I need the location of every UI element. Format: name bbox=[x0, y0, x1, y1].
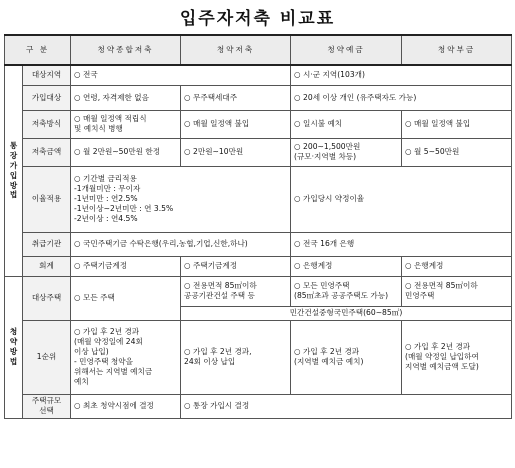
row-label: 이율적용 bbox=[23, 166, 71, 232]
row-label: 주택규모 선택 bbox=[23, 394, 71, 418]
row-label: 저축방식 bbox=[23, 110, 71, 138]
table-cell: ○ 국민주택기금 수탁은행(우리,농협,기업,신한,하나) bbox=[71, 232, 291, 256]
table-row bbox=[5, 320, 512, 394]
table-row bbox=[5, 166, 512, 232]
table-cell: ○ 전용면적 85㎡이하 공공기관건설 주택 등 bbox=[181, 276, 291, 306]
header-subscription-deposit: 청약예금 bbox=[291, 35, 402, 65]
table-row bbox=[5, 256, 512, 276]
group-label-subscription: 청약 방법 bbox=[5, 276, 23, 418]
row-label: 회계 bbox=[23, 256, 71, 276]
table-cell: ○ 모든 주택 bbox=[71, 276, 181, 320]
comparison-table bbox=[4, 34, 512, 419]
table-cell: ○ 무주택세대주 bbox=[181, 85, 291, 110]
row-label: 가입대상 bbox=[23, 85, 71, 110]
table-cell: ○ 200~1,500만원 (규모·지역별 차등) bbox=[291, 138, 402, 166]
table-cell: ○ 가입 후 2년 경과 (매월 약정일에 24회 이상 납입) - 민영주택 청약을 위해서는 지역별 예치금 예치 bbox=[71, 320, 181, 394]
table-cell: ○ 2만원~10만원 bbox=[181, 138, 291, 166]
table-cell: ○ 일시불 예치 bbox=[291, 110, 402, 138]
table-row bbox=[5, 85, 512, 110]
table-cell: ○ 기간별 금리적용 -1개월미만 : 무이자 -1년미만 : 연2.5% -1년이상~2년미만 : 연 3.5% -2년이상 : 연4.5% bbox=[71, 166, 291, 232]
page-title: 입주자저축 비교표 bbox=[179, 9, 336, 29]
table-row bbox=[5, 394, 512, 418]
table-cell: ○ 매월 일정액 불입 bbox=[181, 110, 291, 138]
table-cell: ○ 모든 민영주택 (85㎡초과 공공주택도 가능) bbox=[291, 276, 402, 306]
table-row bbox=[5, 110, 512, 138]
table-cell: ○ 매월 일정액 불입 bbox=[402, 110, 512, 138]
table-cell: ○ 전국 bbox=[71, 65, 291, 85]
table-cell: ○ 가입당시 약정이율 bbox=[291, 166, 512, 232]
table-cell: ○ 주택기금계정 bbox=[181, 256, 291, 276]
table-cell: ○ 가입 후 2년 경과 (매월 약정일 납입하여 지역별 예치금액 도달) bbox=[402, 320, 512, 394]
table-cell: ○ 월 2만원~50만원 한정 bbox=[71, 138, 181, 166]
header-category: 구 분 bbox=[5, 35, 71, 65]
row-label: 1순위 bbox=[23, 320, 71, 394]
header-subscription-installment: 청약부금 bbox=[402, 35, 512, 65]
table-cell: ○ 은행계정 bbox=[402, 256, 512, 276]
table-row bbox=[5, 138, 512, 166]
row-label: 저축금액 bbox=[23, 138, 71, 166]
table-cell: ○ 주택기금계정 bbox=[71, 256, 181, 276]
table-cell: ○ 전용면적 85㎡이하 민영주택 bbox=[402, 276, 512, 306]
table-cell: ○ 가입 후 2년 경과, 24회 이상 납입 bbox=[181, 320, 291, 394]
table-cell: ○ 은행계정 bbox=[291, 256, 402, 276]
table-cell: ○ 가입 후 2년 경과 (지역별 예치금 예치) bbox=[291, 320, 402, 394]
table-cell: ○ 시·군 지역(103개) bbox=[291, 65, 512, 85]
table-cell: ○ 전국 16개 은행 bbox=[291, 232, 512, 256]
table-row bbox=[5, 232, 512, 256]
table-header-row bbox=[5, 35, 512, 65]
table-cell: ○ 통장 가입시 결정 bbox=[181, 394, 512, 418]
table-cell: ○ 매월 일정액 적립식 및 예치식 병행 bbox=[71, 110, 181, 138]
table-cell: ○ 연령, 자격제한 없음 bbox=[71, 85, 181, 110]
table-row bbox=[5, 276, 512, 306]
row-label: 대상지역 bbox=[23, 65, 71, 85]
group-label-account: 통장 가입 방법 bbox=[5, 65, 23, 276]
row-label: 대상주택 bbox=[23, 276, 71, 320]
header-combined-savings: 청약종합저축 bbox=[71, 35, 181, 65]
table-cell: ○ 최초 청약시점에 결정 bbox=[71, 394, 181, 418]
table-cell: ○ 월 5~50만원 bbox=[402, 138, 512, 166]
table-cell-span: 민간건설중형국민주택(60~85㎡) bbox=[181, 306, 512, 320]
header-subscription-savings: 청약저축 bbox=[181, 35, 291, 65]
row-label: 취급기관 bbox=[23, 232, 71, 256]
table-cell: ○ 20세 이상 개인 (유주택자도 가능) bbox=[291, 85, 512, 110]
table-row bbox=[5, 65, 512, 85]
